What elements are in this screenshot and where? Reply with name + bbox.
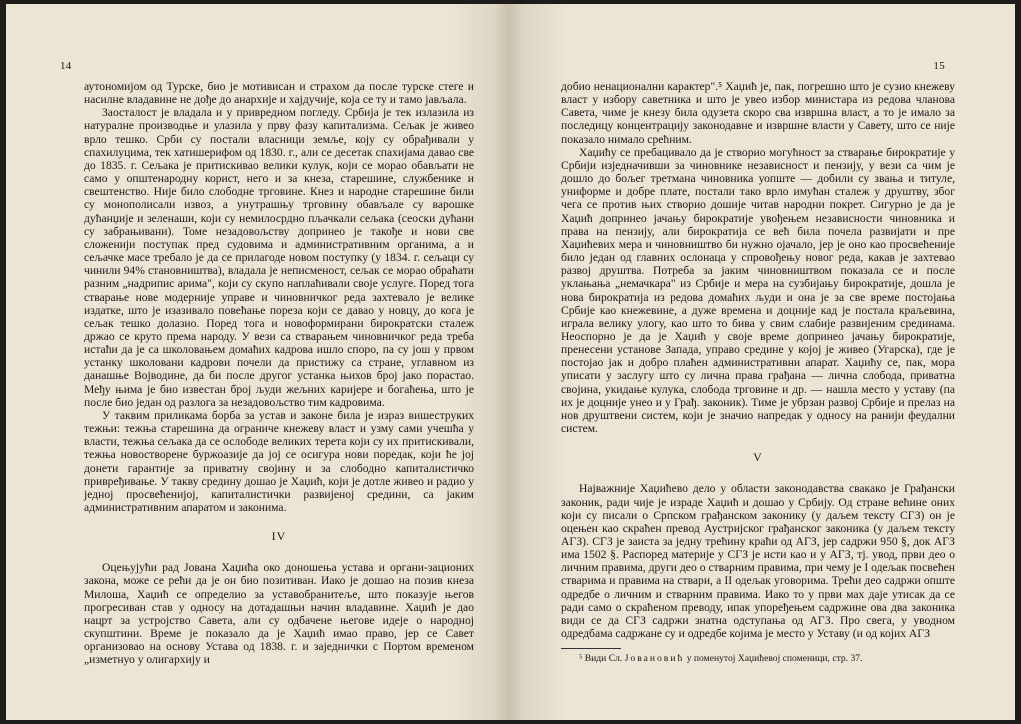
left-page-text [84,80,474,667]
footnote-author: Јовановић [624,653,685,665]
left-page [6,4,509,720]
paragraph: добио ненационални карактер".⁵ Хаџић је, пак, погрешио што је сузио кнежеву власт у избору саветника и што је увео избор министара из редова чланова Савета, чиме је кнезу била одузета скоро сва извршна власт, а то је имало за последицу концентрацију законодавне и извршне власти у Савету, што се није показало нимало срећним. [561,80,955,146]
page-number-left: 14 [60,60,72,72]
page-number-right: 15 [933,60,945,72]
paragraph: аутономијом од Турске, био је мотивисан и страхом да после турске стеге и насилне владавине не дође до анархије и хајдучије, која се ту и тамо јављала. [84,80,474,107]
section-heading-v: V [753,450,763,465]
book-spread [6,4,1015,720]
right-page-text [561,80,955,664]
paragraph: Оцењујући рад Јована Хаџића око доношења устава и органи-зационих закона, може се рећи да је он био позитиван. Иако је дошао на позив кнеза Милоша, Хаџић се определио за уставобранитеље, што показује његов прогресиван став у односу на дотадашњи начин владавине. Хаџић је дао нацрт за устројство Савета, али су одбачене његове идеје о народној скупштини. Време је показало да је Хаџић имао право, јер се Савет организовао на основу Устава од 1838. г. и заједнички с Портом временом „изметнуо у олигархију и [84,561,474,667]
footnote-rest: у поменутој Хаџићевој споменици, стр. 37. [686,653,863,665]
section-heading-iv: IV [271,529,287,544]
paragraph: Заосталост је владала и у привредном погледу. Србија је тек излазила из натуралне производње и улазила у прву фазу капитализма. Сељак је живео врло тешко. Срби су постали власници земље, коју су обрађивали у спахилуцима, тек хатишерифом од 1830. г., али се десетак спахијама давао све до 1835. г. Сељака је притискивао велики кулук, који се морао обављати не само у општенародну корист, него и за кнеза, старешине, службенике и свештенство. Није било слободне трговине. Кнез и народне старешине били су монополисали извоз, а унутрашњу трговину обављале су варошке дућанџије и зеленаши, који су немилосрдно пљачкали сељака (сеоски дућани су забрањивани). Томе незадовољству допринео је такође и нови све сложенији поступак пред судовима и административним органима, а и сељачке масе требало је да се прилагоде новом поступку (у 1834. г. сељаци су чинили 94% становништва), владала је неписменост, сељак се морао обраћати разним „надрипис арима", који су скупо наплаћивали своје услуге. Поред тога стварање нове модерније управе и чиновничког реда захтевало је велике издатке, што је изазивало повећање пореза који се давао у новцу, до кога је сељак тешко долазио. Поред тога и новоформирани бирократски сталеж држао се круто према народу. У вези са стварањем чиновничког реда треба истаћи да је са школовањем домаћих кадрова ишло споро, па су још у првом устанку школовани кадрови почели да пристижу са стране, углавном из данашње Војводине, да би после другог устанка њихов број јако порастао. Међу њима је био известан број људи жељних каријере и богаћења, што је после био један од разлога за незадовољство тим кадровима. [84,106,474,409]
footnote-prefix: ⁵ Види Сл. [579,653,623,665]
footnote-rule [561,648,621,649]
paragraph: Хаџићу се пребацивало да је створио могућност за стварање бирократије у Србији изједначивши за чиновнике независност и пензију, у вези са чим је дошло до бољег третмана чиновника уопште — добили су звања и титуле, униформе и добре плате, постали тако врло имућан сталеж у друштву, због чега се против њих створио дошије читав народни покрет. Сигурно је да је Хаџић допринео јачању бирократије увођењем независности чиновника и права на пензију, али бирократија се већ била почела развијати и пре Хаџићевих мера и чиновништво би нужно ојачало, јер је оно као просвећеније било један од главних ослонаца у спровођењу новог реда, какав је захтевао развој друштва. Потреба за јаким чиновништвом показала се и после уклањања „немачкара" из Србије и мера на сузбијању бирократије, дошла је нова бирократија из редова домаћих људи и она је за све време постојања Србије као кнежевине, а дуже времена и доцније кад је постала краљевина, играла велику улогу, као што то бива у свим слабије развијеним срединама. Неоспорно је да је Хаџић у своје време допринео јачању бирократије, пренесени установе Запада, управо средине у којој је живео (Угарска), где је постојао јак и добро плаћен административни апарат. Хаџићу се, пак, мора уписати у заслугу што су лична права грађана — лична слобода, приватна својина, укидање кулука, слобода трговине и др. — нашла место у уставу (па их је доцније унео и у Грађ. законик). Тиме је убрзан развој Србије и прелаз на нов друштвени систем, који је значио напредак у односу на ранији феудални систем. [561,145,955,436]
paragraph: Најважније Хаџићево дело у области законодавства свакако је Грађански законик, ради чије је израде Хаџић и дошао у Србију. Од стране већине оних који су писали о Српском грађанском законику (у даљем тексту СГЗ) он је оцењен као скраћен превод Аустријског грађанског законика (у даљем тексту АГЗ). СГЗ је заиста за једну трећину краћи од АГЗ, јер садржи 950 §, док АГЗ има 1502 §. Распоред материје у СГЗ је исти као и у АГЗ, тј. увод, први део о личним правима, други део о стварним правима, при чему је I одељак посвећен стварима и правима на ствари, а II одељак уговорима. Трећи део садржи опште одредбе о личним и стварним правима. Иако то у први мах даје утисак да се ради само о скраћеном преводу, ипак упоређењем садржине ова два законика види се да СГЗ садржи знатна одступања од АГЗ. Про свега, у уводном одредбама садржане су и одредбе којима је место у Уставу (и од којих АГЗ [561,482,955,641]
footnote [561,653,955,664]
right-page [509,4,1015,720]
paragraph: У таквим приликама борба за устав и законе била је израз вишеструких тежњи: тежња старешина да ограниче кнежеву власт и узму сами учешћа у власти, тежња сељака да се ослободе великих терета који су их притискивали, тежња новостворене буржоазије да јој се осигура нови поредак, који ће јој донети гарантије за приватну својину и за слободно капиталистичко привређивање. У такву средину дошао је Хаџић, који је дотле живео и радио у једној просвећенијој, капиталистички развијеној средини, са јаким административним апаратом и законима. [84,408,474,514]
